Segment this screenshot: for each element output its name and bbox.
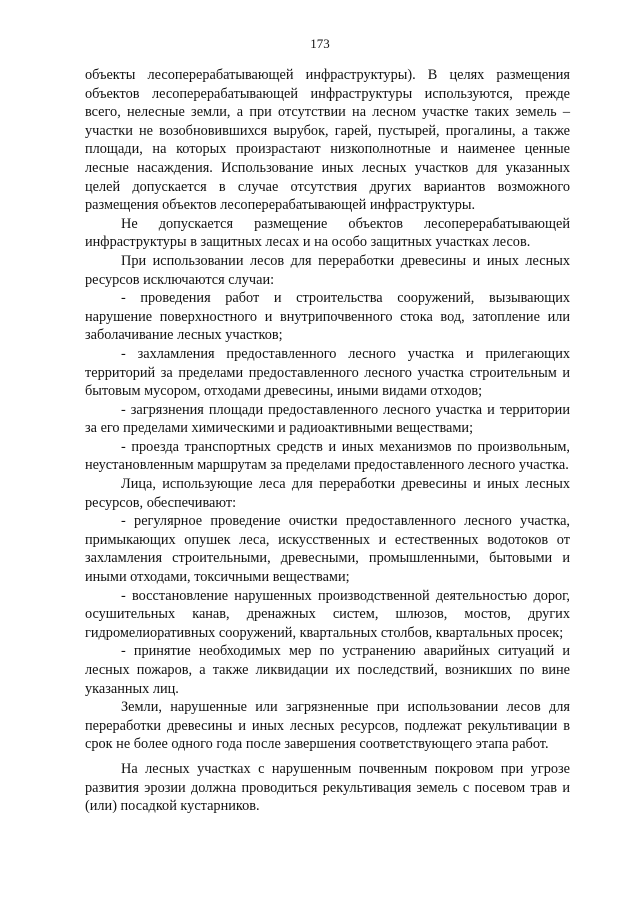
paragraph-continued: объекты лесоперерабатывающей инфраструктуры). В целях размещения объектов лесоперерабатывающей инфраструктуры используются, прежде всего, нелесные земли, а при отсутствии на лесном участке таких земель – участки не возобновившихся вырубок, гарей, пустырей, прогалины, а также площади, на которых произрастают низкополнотные и наименее ценные лесные насаждения. Использование иных лесных участков для указанных целей допускается в случае отсутствия других вариантов возможного размещения объектов лесоперерабатывающей инфраструктуры. (85, 67, 570, 214)
list-item-vehicle-routes: - проезда транспортных средств и иных механизмов по произвольным, неустановленным маршрутам за пределами предоставленного лесного участка. (85, 438, 570, 474)
list-item-littering: - захламления предоставленного лесного участка и прилегающих территорий за пределами предоставленного лесного участка строительным и бытовым мусором, отходами древесины, иными видами отходов; (85, 345, 570, 400)
list-item-emergency-measures: - принятие необходимых мер по устранению аварийных ситуаций и лесных пожаров, а также ликвидации их последствий, возникших по вине указанных лиц. (85, 643, 570, 697)
page-number: 173 (310, 36, 330, 51)
paragraph-obligations-intro: Лица, использующие леса для переработки древесины и иных лесных ресурсов, обеспечивают: (85, 476, 570, 511)
paragraph-placement-prohibition: Не допускается размещение объектов лесоперерабатывающей инфраструктуры в защитных лесах и на особо защитных участках лесов. (85, 215, 570, 251)
paragraph-recultivation: Земли, нарушенные или загрязненные при использовании лесов для переработки древесины и иных лесных ресурсов, подлежат рекультивации в срок не более одного года после завершения соответствующего этапа работ. (85, 699, 570, 753)
list-item-restoration: - восстановление нарушенных производственной деятельностью дорог, осушительных канав, дренажных систем, шлюзов, мостов, других гидромелиоративных сооружений, квартальных столбов, квартальных просек; (85, 587, 570, 641)
list-item-construction: - проведения работ и строительства сооружений, вызывающих нарушение поверхностного и внутрипочвенного стока вод, затопление или заболачивание лесных участков; (85, 290, 570, 344)
paragraph-excluded-cases-intro: При использовании лесов для переработки древесины и иных лесных ресурсов исключаются случаи: (85, 252, 570, 288)
paragraph-erosion: На лесных участках с нарушенным почвенным покровом при угрозе развития эрозии должна проводиться рекультивация земель с посевом трав и (или) посадкой кустарников. (85, 760, 570, 815)
list-item-pollution: - загрязнения площади предоставленного лесного участка и территории за его пределами химическими и радиоактивными веществами; (85, 401, 570, 437)
list-item-cleaning: - регулярное проведение очистки предоставленного лесного участка, примыкающих опушек леса, искусственных и естественных водотоков от захламления строительными, древесными, промышленными, бытовыми и иными отходами, токсичными веществами; (85, 513, 570, 586)
document-body (85, 66, 570, 816)
